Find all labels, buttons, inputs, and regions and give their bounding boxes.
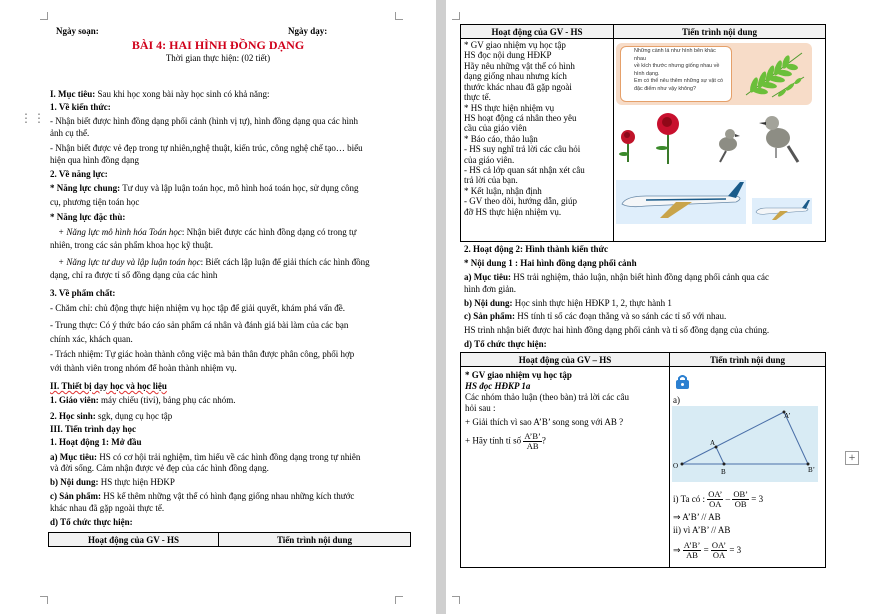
table-text-line: * GV giao nhiệm vụ học tập: [464, 40, 566, 51]
paragraph-line: hỏi sau :: [465, 403, 496, 414]
paragraph-line: a) Mục tiêu: HS có cơ hội trải nghiệm, tìm hiểu về các hình đồng dạng trong tự nhiên: [50, 452, 361, 462]
paragraph-line: + Giải thích vì sao A’B’ song song với AB ?: [465, 417, 624, 428]
paragraph-line: hình đơn giản.: [464, 284, 517, 294]
speech-line: về kích thước nhưng giống nhau về: [634, 63, 720, 70]
table-text-line: * Báo cáo, thảo luận: [464, 133, 538, 144]
paragraph-line: a) Mục tiêu: HS trải nghiệm, thảo luận, nhận biết hình đồng dạng phối cảnh qua các: [464, 272, 769, 282]
table-col-header: Hoạt động của GV – HS: [461, 353, 670, 367]
table-text-line: của giáo viên.: [464, 154, 515, 165]
paragraph-line: HS trình nhận biết được hai hình đồng dạng phối cảnh và tỉ số đồng dạng của chúng.: [464, 325, 770, 335]
table-text-line: dạng giống nhau nhưng kích: [464, 71, 567, 82]
hoat-dong-2-heading: 2. Hoạt động 2: Hình thành kiến thức: [464, 244, 608, 254]
paragraph-line: * Năng lực chung: Tư duy và lập luận toán học, mô hình hoá toán học, sử dụng công: [50, 183, 359, 193]
paragraph-line: + Năng lực mô hình hóa Toán học: Nhận biết được các hình đồng dạng có trong tự: [58, 227, 357, 237]
add-row-button[interactable]: +: [845, 451, 859, 465]
answer-line: ii) vì A’B’ // AB: [673, 525, 731, 535]
crop-mark: [40, 596, 48, 604]
answer-line: ⇒ A’B’ // AB: [673, 512, 721, 522]
nang-luc-heading: 2. Về năng lực:: [50, 169, 108, 179]
answer-ratio-line: i) Ta có : $\frac{OA’}{OA}$ – $\frac{OB’}{OB}$ = 3: [673, 489, 764, 510]
table-text-line: đỡ HS thực hiện nhiệm vụ.: [464, 206, 562, 217]
paragraph-line: + Năng lực tư duy và lập luận toán học: Biết cách lập luận để giải thích các hình đồng: [58, 257, 370, 267]
table-text-line: trả lời của bạn.: [464, 175, 518, 186]
paragraph-line: - Trung thực: Có ý thức báo cáo sản phẩm cá nhân và đánh giá bài làm của các bạn: [50, 320, 349, 330]
speech-line: Những cành lá như hình bên khác nhau: [634, 48, 716, 62]
paragraph-line: ảnh cụ thể.: [50, 128, 90, 138]
paragraph-line: và đời sống. Cảm nhận được vẻ đẹp của các hình đồng dạng.: [50, 463, 269, 473]
similar-objects-images: [616, 110, 816, 168]
paragraph-line: 2. Học sinh: sgk, dụng cụ học tập: [50, 411, 173, 421]
table-text-line: * HS thực hiện nhiệm vụ: [464, 102, 555, 113]
crop-mark: [452, 596, 460, 604]
paragraph-line: + Hãy tính tỉ số $\frac{A’B’}{AB}$ ?: [465, 431, 546, 452]
pham-chat-heading: 3. Về phẩm chất:: [50, 288, 116, 298]
crop-mark: [395, 596, 403, 604]
geometry-figure: [672, 406, 818, 482]
to-chuc-heading: d) Tổ chức thực hiện:: [464, 339, 547, 349]
lesson-title: BÀI 4: HAI HÌNH ĐỒNG DẠNG: [131, 38, 305, 52]
lock-image-icon: [673, 374, 693, 390]
hdkp-illustration: [616, 43, 812, 105]
rose-large-icon: [656, 113, 679, 164]
paragraph-line: HS đọc HĐKP 1a: [465, 381, 531, 392]
paragraph-line: c) Sản phẩm: HS kể thêm những vật thể có hình đạng giống nhau những kích thước: [50, 491, 355, 501]
paragraph-line: b) Nội dung: Học sinh thực hiện HĐKP 1, 2, thực hành 1: [464, 298, 672, 308]
page-separator: [436, 0, 446, 614]
table-col-header: Tiến trình nội dung: [614, 25, 826, 39]
to-chuc-heading: d) Tổ chức thực hiện:: [50, 517, 133, 527]
crop-mark: [40, 12, 48, 20]
paragraph-line: chính xác, khách quan.: [50, 334, 133, 344]
rose-small-icon: [619, 130, 635, 162]
answer-ratio-line: ⇒ $\frac{A’B’}{AB}$ = $\frac{OA’}{OA}$ = 3: [673, 540, 742, 561]
table-text-line: thước khác nhau đã gặp ngoài: [464, 81, 572, 92]
fern-leaves-icon: [742, 47, 808, 99]
tien-trinh-heading: III. Tiến trình dạy học: [50, 424, 136, 434]
speech-line: đặc điểm như vậy không?: [634, 85, 697, 92]
table-cell: [461, 367, 670, 568]
noi-dung-1-heading: * Nội dung 1 : Hai hình đồng dạng phối cảnh: [464, 258, 637, 268]
table-text-line: thực tế.: [464, 92, 491, 103]
bird-large-icon: [759, 116, 798, 162]
airplane-small-icon: [752, 198, 812, 224]
table-text-line: * Kết luận, nhận định: [464, 185, 542, 196]
paragraph-line: hiện qua hình đồng dạng: [50, 155, 139, 165]
table-text-line: - GV theo dõi, hướng dẫn, giúp: [464, 196, 577, 207]
answer-label: a): [673, 395, 680, 405]
point-a1-label: A’: [784, 412, 791, 420]
document-page-1: [0, 0, 436, 614]
muc-tieu-line: I. Mục tiêu: Sau khi học xong bài này học sinh có khả năng:: [50, 89, 270, 99]
paragraph-line: * Năng lực đặc thù:: [50, 212, 126, 222]
airplane-large-icon: [616, 180, 746, 224]
paragraph-line: với thành viên trong nhóm để hoàn thành nhiệm vụ.: [50, 363, 237, 373]
paragraph-line: dạng, chỉ ra được tỉ số đồng dạng của các hình: [50, 270, 218, 280]
speech-line: hình dạng.: [634, 70, 660, 77]
activity-table-header: [48, 532, 411, 547]
table-text-line: cầu của giáo viên: [464, 123, 527, 134]
speech-bubble: [620, 46, 732, 102]
paragraph-line: - Chăm chỉ: chủ động thực hiện nhiệm vụ học tập để giải quyết, khám phá vấn đề.: [50, 303, 346, 313]
airplane-images: [616, 178, 812, 226]
paragraph-line: nhiên, trong các sản phẩm khoa học kỹ thuật.: [50, 240, 213, 250]
kien-thuc-heading: 1. Về kiến thức:: [50, 102, 111, 112]
point-b1-label: B’: [808, 466, 815, 474]
ngay-soan-label: Ngày soạn:: [56, 26, 99, 36]
table-cell: [461, 39, 614, 242]
hoat-dong-1-heading: 1. Hoạt động 1: Mở đầu: [50, 437, 142, 447]
table-col-header: Tiến trình nội dung: [219, 533, 411, 547]
paragraph-line: c) Sản phẩm: HS tính tỉ số các đoạn thẳng và so sánh các tỉ số với nhau.: [464, 311, 727, 321]
thiet-bi-heading: II. Thiết bị dạy học và học liệu: [50, 381, 167, 391]
paragraph-line: - Nhận biết được hình đồng dạng phối cảnh (hình vị tự), hình đồng dạng qua các hình: [50, 116, 358, 126]
paragraph-line: Các nhóm thảo luận (theo bàn) trả lời các câu: [465, 392, 629, 403]
paragraph-line: 1. Giáo viên: máy chiếu (tivi), bảng phụ các nhóm.: [50, 395, 236, 405]
drag-handle-icon[interactable]: ⋮⋮: [20, 111, 46, 125]
paragraph-line: - Trách nhiệm: Tự giác hoàn thành công việc mà bản thân được phân công, phối hợp: [50, 349, 355, 359]
ngay-day-label: Ngày dạy:: [288, 26, 328, 36]
paragraph-line: khác nhau đã gặp ngoài thực tế.: [50, 503, 165, 513]
table-col-header: Tiến trình nội dung: [670, 353, 826, 367]
paragraph-line: * GV giao nhiệm vụ học tập: [465, 370, 572, 381]
paragraph-line: b) Nội dung: HS thực hiện HĐKP: [50, 477, 175, 487]
point-a-label: A: [710, 439, 716, 447]
bird-small-icon: [719, 129, 740, 162]
table-text-line: - HS cả lớp quan sát nhận xét câu: [464, 164, 585, 175]
point-b-label: B: [721, 468, 726, 476]
table-text-line: HS đọc nội dung HĐKP: [464, 50, 552, 61]
document-page-2: [446, 0, 882, 614]
paragraph-line: - Nhận biết được vẻ đẹp trong tự nhiên,nghệ thuật, kiến trúc, công nghệ chế tạo… biểu: [50, 143, 363, 153]
table-col-header: Hoạt động của GV - HS: [49, 533, 219, 547]
crop-mark: [395, 12, 403, 20]
crop-mark: [452, 12, 460, 20]
table-text-line: Hãy nêu những vật thể có hình: [464, 60, 575, 71]
table-text-line: HS hoạt động cá nhân theo yêu: [464, 112, 577, 123]
speech-line: Em có thể nêu thêm những sự vật có: [634, 78, 724, 85]
point-o-label: O: [673, 462, 679, 470]
table-text-line: - HS suy nghĩ trả lời các câu hỏi: [464, 144, 581, 155]
lesson-duration: Thời gian thực hiện: (02 tiết): [165, 53, 271, 63]
paragraph-line: cụ, phương tiện toán học: [50, 197, 140, 207]
table-col-header: Hoạt động của GV - HS: [461, 25, 614, 39]
